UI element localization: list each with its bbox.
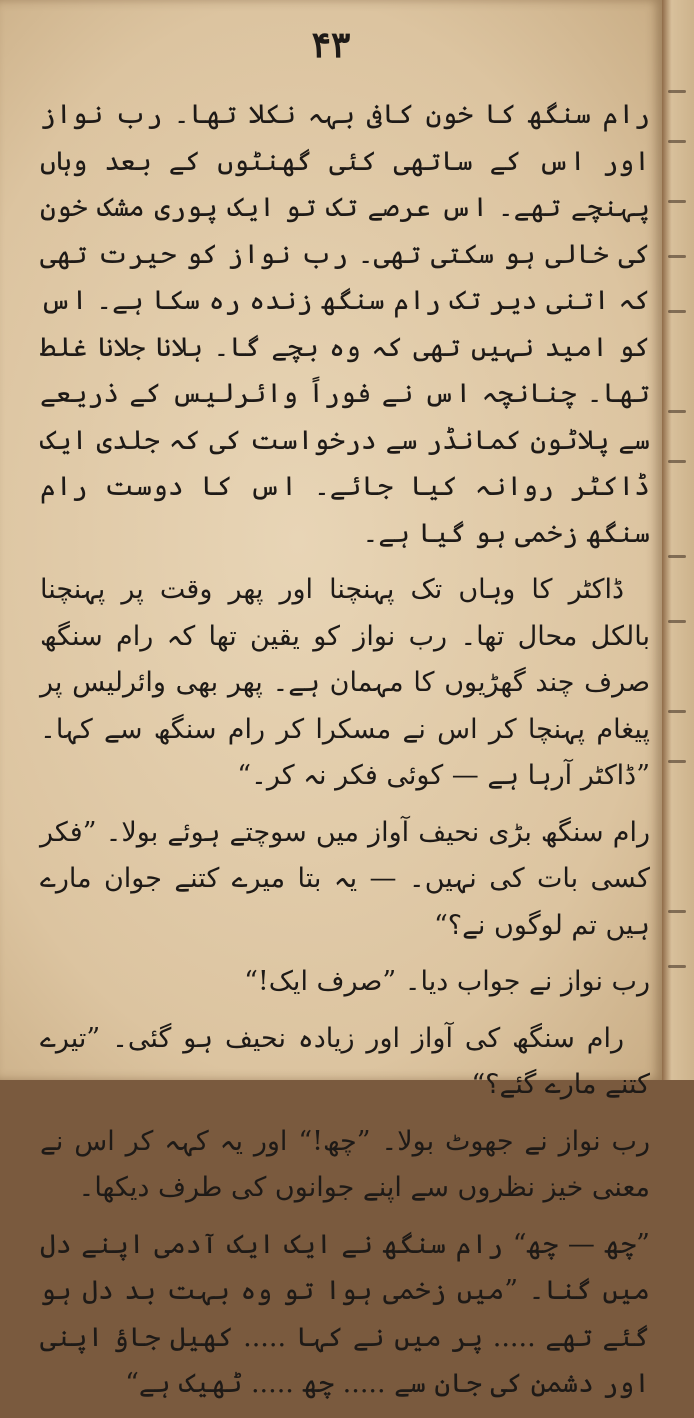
edge-text-mark [668, 410, 686, 413]
edge-text-mark [668, 140, 686, 143]
page-number: ۴۳ [311, 24, 351, 66]
edge-text-mark [668, 310, 686, 313]
paragraph: رام سنگھ بڑی نحیف آواز میں سوچتے ہوئے بولا۔ ”فکر کسی بات کی نہیں۔ — یہ بتا میرے کتنے جوان مارے ہیں تم لوگوں نے؟“ [40, 816, 650, 941]
paragraph: رام سنگھ کا خون کافی بہہ نکلا تھا۔ رب نواز اور اس کے ساتھی کئی گھنٹوں کے بعد وہاں پہنچے تھے۔ اس عرصے تک تو ایک پوری مشک خون کی خالی ہو سکتی تھی۔ رب نواز کو حیرت تھی کہ اتنی دیر تک رام سنگھ زندہ رہ سکا ہے۔ اس کو امید نہیں تھی کہ وہ بچے گا۔ ہلانا جلانا غلط تھا۔ چنانچہ اس نے فوراً وائرلیس کے ذریعے سے پلاٹون کمانڈر سے درخواست کی کہ جلدی ایک ڈاکٹر روانہ کیا جائے۔ اس کا دوست رام سنگھ زخمی ہو گیا ہے۔ [40, 99, 650, 549]
edge-text-mark [668, 255, 686, 258]
edge-text-mark [668, 620, 686, 623]
page-body [40, 92, 650, 1418]
edge-text-mark [668, 965, 686, 968]
paragraph: ”چھ — چھ“ رام سنگھ نے ایک ایک آدمی اپنے دل میں گنا۔ ”میں زخمی ہوا تو وہ بہت بد دل ہو گئے تھے ..... پر میں نے کہا ..... کھیل جاؤ اپنی اور دشمن کی جان سے ..... چھ ..... ٹھیک ہے“ [40, 1228, 650, 1399]
paragraph: رام سنگھ کی آواز اور زیادہ نحیف ہو گئی۔ ”تیرے کتنے مارے گئے؟“ [40, 1022, 650, 1100]
edge-text-mark [668, 90, 686, 93]
adjacent-page-edge [662, 0, 694, 1080]
paragraph: ڈاکٹر کا وہاں تک پہنچنا اور پھر وقت پر پہنچنا بالکل محال تھا۔ رب نواز کو یقین تھا کہ رام سنگھ صرف چند گھڑیوں کا مہمان ہے۔ پھر بھی وائرلیس پر پیغام پہنچا کر اس نے مسکرا کر رام سنگھ سے کہا۔ ”ڈاکٹر آرہا ہے — کوئی فکر نہ کر۔“ [40, 574, 650, 791]
edge-text-mark [668, 460, 686, 463]
paragraph: رب نواز نے جھوٹ بولا۔ ”چھ!“ اور یہ کہہ کر اس نے معنی خیز نظروں سے اپنے جوانوں کی طرف دیکھا۔ [40, 1125, 650, 1203]
edge-text-mark [668, 555, 686, 558]
edge-text-mark [668, 710, 686, 713]
paragraph: رب نواز نے جواب دیا۔ ”صرف ایک!“ [244, 966, 650, 997]
edge-text-mark [668, 760, 686, 763]
edge-text-mark [668, 200, 686, 203]
edge-text-mark [668, 910, 686, 913]
